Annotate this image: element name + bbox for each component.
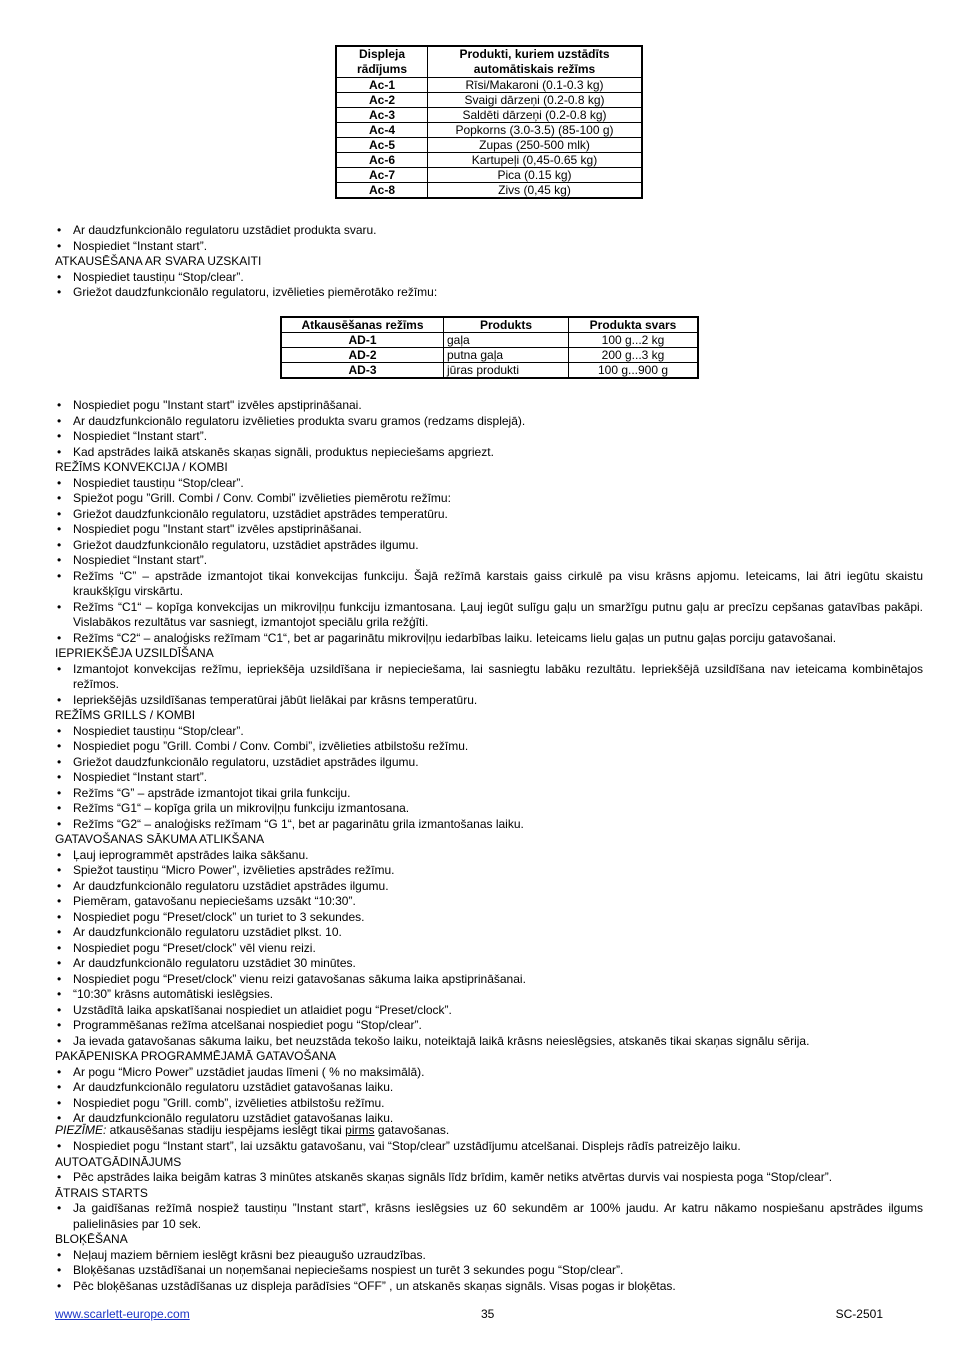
bullet-item: • Spiežot taustiņu “Micro Power”, izvēlieties apstrādes režīmu. <box>55 863 923 879</box>
table-row <box>336 168 642 183</box>
table-header-cell: Produkts <box>444 317 569 333</box>
defrost-table-body <box>281 333 698 379</box>
defrost-mode-cell: AD-2 <box>281 348 444 363</box>
bullet-item: • Griežot daudzfunkcionālo regulatoru, uzstādiet apstrādes temperatūru. <box>55 507 923 523</box>
bullet-item: • Nospiediet “Instant start”. <box>55 239 923 255</box>
bullet-item: • Nospiediet taustiņu “Stop/clear”. <box>55 270 923 286</box>
section-heading: ATKAUSĒŠANA AR SVARA UZSKAITI <box>55 254 262 268</box>
model-number: SC-2501 <box>835 1307 883 1321</box>
display-code-cell: Ac-6 <box>336 153 428 168</box>
note-text-end: gatavošanas. <box>374 1123 450 1137</box>
weight-cell: 200 g...3 kg <box>569 348 699 363</box>
text-section-1 <box>55 223 923 301</box>
table-row <box>336 78 642 93</box>
section-heading: REŽĪMS GRILLS / KOMBI <box>55 708 196 722</box>
display-code-cell: Ac-5 <box>336 138 428 153</box>
table-row <box>336 153 642 168</box>
table-header-cell: Displeja rādījums <box>336 46 428 78</box>
defrost-mode-cell: AD-1 <box>281 333 444 348</box>
bullet-item: • Pēc apstrādes laika beigām katras 3 minūtes atskanēs skaņas signāls līdz brīdim, kamēr netiks atvērtas durvis vai nospiesta poga “Stop/clear”. <box>55 1170 923 1186</box>
table-row <box>281 363 698 379</box>
defrost-table <box>280 316 699 379</box>
display-code-cell: Ac-1 <box>336 78 428 93</box>
bullet-item: • Bloķēšanas uzstādīšanai un noņemšanai nepieciešams nospiest un turēt 3 sekundes pogu “Stop/clear”. <box>55 1263 923 1279</box>
bullet-item: • Nospiediet pogu ”Grill. comb”, izvēlieties atbilstošu režīmu. <box>55 1096 923 1112</box>
bullet-item: • Ar daudzfunkcionālo regulatoru uzstādiet gatavošanas laiku. <box>55 1111 923 1127</box>
product-cell: Saldēti dārzeņi (0.2-0.8 kg) <box>428 108 643 123</box>
bullet-item: • Ar daudzfunkcionālo regulatoru izvēlieties produkta svaru gramos (redzams displejā). <box>55 414 923 430</box>
bullet-item: • Griežot daudzfunkcionālo regulatoru, izvēlieties piemērotāko režīmu: <box>55 285 923 301</box>
product-cell: Zivs (0,45 kg) <box>428 183 643 199</box>
bullet-item: • Nospiediet pogu “Preset/clock” vēl vienu reizi. <box>55 941 923 957</box>
bullet-item: • “10:30” krāsns automātiski ieslēgsies. <box>55 987 923 1003</box>
bullet-item: • Ar daudzfunkcionālo regulatoru uzstādiet apstrādes ilgumu. <box>55 879 923 895</box>
bullet-item: • Nospiediet pogu “Preset/clock” vienu reizi gatavošanas sākuma laika apstiprināšanai. <box>55 972 923 988</box>
weight-cell: 100 g...2 kg <box>569 333 699 348</box>
bullet-item: • Ar daudzfunkcionālo regulatoru uzstādiet gatavošanas laiku. <box>55 1080 923 1096</box>
display-code-cell: Ac-8 <box>336 183 428 199</box>
bullet-item: • Griežot daudzfunkcionālo regulatoru, uzstādiet apstrādes ilgumu. <box>55 755 923 771</box>
bullet-item: • Nospiediet taustiņu “Stop/clear”. <box>55 476 923 492</box>
bullet-item: • Programmēšanas režīma atcelšanai nospiediet pogu “Stop/clear”. <box>55 1018 923 1034</box>
product-cell: putna gaļa <box>444 348 569 363</box>
section-heading: AUTOATGĀDINĀJUMS <box>55 1154 182 1169</box>
bullet-item: • Režīms “C2“ – analoģisks režīmam “C1“, bet ar pagarinātu mikroviļņu iedarbības laiku. Ieteicams lielu gaļas un putnu gaļas porciju gatavošanai. <box>55 631 923 647</box>
product-cell: Rīsi/Makaroni (0.1-0.3 kg) <box>428 78 643 93</box>
table-header-cell: Produkta svars <box>569 317 699 333</box>
bullet-item: • Ja gaidīšanas režīmā nospiež taustiņu ”Instant start”, krāsns ieslēgsies uz 60 sekundēm ar 100% jaudu. Ar katru nākamo nospiešanu apstrādes ilgums palielināsies par 10 sek. <box>55 1201 923 1232</box>
section-heading: IEPRIEKŠĒJA UZSILDĪŠANA <box>55 646 214 660</box>
bullet-item: • Pēc bloķēšanas uzstādīšanas uz displeja parādīsies “OFF” , un atskanēs skaņas signāls. Visas pogas ir bloķētas. <box>55 1279 923 1295</box>
display-code-cell: Ac-4 <box>336 123 428 138</box>
defrost-mode-cell: AD-3 <box>281 363 444 379</box>
weight-cell: 100 g...900 g <box>569 363 699 379</box>
bullet-item: • Režīms “C1“ – kopīga konvekcijas un mikroviļņu funkciju izmantosana. Ļauj iegūt sulīgu gaļu un smaržīgu putnu gaļu ar precīzu cepšanas gatavības pakāpi. Vislabākos rezultātus var sasniegt, izmantojot speciālu grila režģīti. <box>55 600 923 631</box>
table-row <box>336 138 642 153</box>
page-number: 35 <box>481 1307 495 1321</box>
bullet-item: • Režīms “C” – apstrāde izmantojot tikai konvekcijas funkciju. Šajā režīmā karstais gaiss cirkulē pa visu krāsns apjomu. Ieteicams, lai ātri iegūtu skaistu kraukšķīgu virskārtu. <box>55 569 923 600</box>
bullet-item: • Režīms “G2“ – analoģisks režīmam “G 1“, bet ar pagarinātu grila izmantošanas laiku. <box>55 817 923 833</box>
section-heading: ĀTRAIS STARTS <box>55 1185 148 1200</box>
text-section-2 <box>55 398 923 1127</box>
section-heading: BLOĶĒŠANA <box>55 1232 128 1246</box>
note-label: PIEZĪME: <box>55 1123 107 1137</box>
bullet-item: • Nospiediet pogu "Instant start" izvēles apstiprināšanai. <box>55 398 923 414</box>
bullet-item: • Ja ievada gatavošanas sākuma laiku, bet neuzstāda tekošo laiku, noteiktajā laikā krāsns neieslēgsies, atskanēs tikai skaņas signālu sērija. <box>55 1034 923 1050</box>
note-underlined: pirms <box>345 1123 375 1137</box>
bullet-item: • Nospiediet “Instant start”. <box>55 553 923 569</box>
display-code-cell: Ac-2 <box>336 93 428 108</box>
bullet-item: • Nospiediet pogu ”Grill. Combi / Conv. Combi”, izvēlieties atbilstošu režīmu. <box>55 739 923 755</box>
auto-mode-table <box>335 45 643 199</box>
bullet-item: • Nospiediet “Instant start”. <box>55 770 923 786</box>
bullet-item: • Neļauj maziem bērniem ieslēgt krāsni bez pieaugušo uzraudzības. <box>55 1248 923 1264</box>
section-heading: GATAVOŠANAS SĀKUMA ATLIKŠANA <box>55 832 265 846</box>
bullet-item: • Nospiediet pogu “Instant start”, lai uzsāktu gatavošanu, vai “Stop/clear” uzstādījumu atcelšanai. Displejs rādīs patreizējo laiku. <box>55 1139 923 1155</box>
bullet-item: • Režīms “G” – apstrāde izmantojot tikai grila funkciju. <box>55 786 923 802</box>
bullet-item: • Nospiediet pogu “Preset/clock” un turiet to 3 sekundes. <box>55 910 923 926</box>
text-section-3 <box>55 1139 923 1294</box>
bullet-item: • Nospiediet “Instant start”. <box>55 429 923 445</box>
bullet-item: • Ļauj ieprogrammēt apstrādes laika sākšanu. <box>55 848 923 864</box>
product-cell: Zupas (250-500 mlk) <box>428 138 643 153</box>
table-row <box>336 108 642 123</box>
product-cell: Kartupeļi (0,45-0.65 kg) <box>428 153 643 168</box>
bullet-item: • Ar daudzfunkcionālo regulatoru uzstādiet 30 minūtes. <box>55 956 923 972</box>
display-code-cell: Ac-7 <box>336 168 428 183</box>
table-row <box>336 93 642 108</box>
bullet-item: • Iepriekšējās uzsildīšanas temperatūrai jābūt lielākai par krāsns temperatūru. <box>55 693 923 709</box>
table-row <box>336 183 642 199</box>
section-heading: REŽĪMS KONVEKCIJA / KOMBI <box>55 460 228 474</box>
product-cell: gaļa <box>444 333 569 348</box>
table-row <box>281 333 698 348</box>
auto-mode-table-body <box>336 78 642 199</box>
bullet-item: • Griežot daudzfunkcionālo regulatoru, uzstādiet apstrādes ilgumu. <box>55 538 923 554</box>
product-cell: Popkorns (3.0-3.5) (85-100 g) <box>428 123 643 138</box>
table-header-cell: Atkausēšanas režīms <box>281 317 444 333</box>
note-line <box>55 1123 923 1139</box>
bullet-item: • Nospiediet pogu "Instant start" izvēles apstiprināšanai. <box>55 522 923 538</box>
product-cell: jūras produkti <box>444 363 569 379</box>
bullet-item: • Ar daudzfunkcionālo regulatoru uzstādiet plkst. 10. <box>55 925 923 941</box>
product-cell: Svaigi dārzeņi (0.2-0.8 kg) <box>428 93 643 108</box>
bullet-item: • Uzstādītā laika apskatīšanai nospiediet un atlaidiet pogu “Preset/clock”. <box>55 1003 923 1019</box>
bullet-item: • Piemēram, gatavošanu nepieciešams uzsākt “10:30”. <box>55 894 923 910</box>
section-heading: PAKĀPENISKA PROGRAMMĒJAMĀ GATAVOŠANA <box>55 1049 337 1063</box>
bullet-item: • Izmantojot konvekcijas režīmu, iepriekšēja uzsildīšana ir nepieciešama, lai sasniegtu labāku rezultātu. Iepriekšējā uzsildīšana nav ieteicama kombinētajos režīmos. <box>55 662 923 693</box>
note-text: atkausēšanas stadiju iespējams ieslēgt tikai <box>106 1123 346 1137</box>
bullet-item: • Ar daudzfunkcionālo regulatoru uzstādiet produkta svaru. <box>55 223 923 239</box>
table-row <box>281 348 698 363</box>
bullet-item: • Kad apstrādes laikā atskanēs skaņas signāli, produktus nepieciešams apgriezt. <box>55 445 923 461</box>
bullet-item: • Režīms “G1“ – kopīga grila un mikroviļņu funkciju izmantosana. <box>55 801 923 817</box>
display-code-cell: Ac-3 <box>336 108 428 123</box>
product-cell: Pica (0.15 kg) <box>428 168 643 183</box>
table-header-row <box>336 46 642 78</box>
bullet-item: • Nospiediet taustiņu “Stop/clear”. <box>55 724 923 740</box>
table-row <box>336 123 642 138</box>
bullet-item: • Spiežot pogu ”Grill. Combi / Conv. Combi” izvēlieties piemērotu režīmu: <box>55 491 923 507</box>
table-header-row <box>281 317 698 333</box>
bullet-item: • Ar pogu “Micro Power” uzstādiet jaudas līmeni ( % no maksimālā). <box>55 1065 923 1081</box>
website-link[interactable]: www.scarlett-europe.com <box>55 1307 190 1321</box>
table-header-cell: Produkti, kuriem uzstādīts automātiskais režīms <box>428 46 643 78</box>
